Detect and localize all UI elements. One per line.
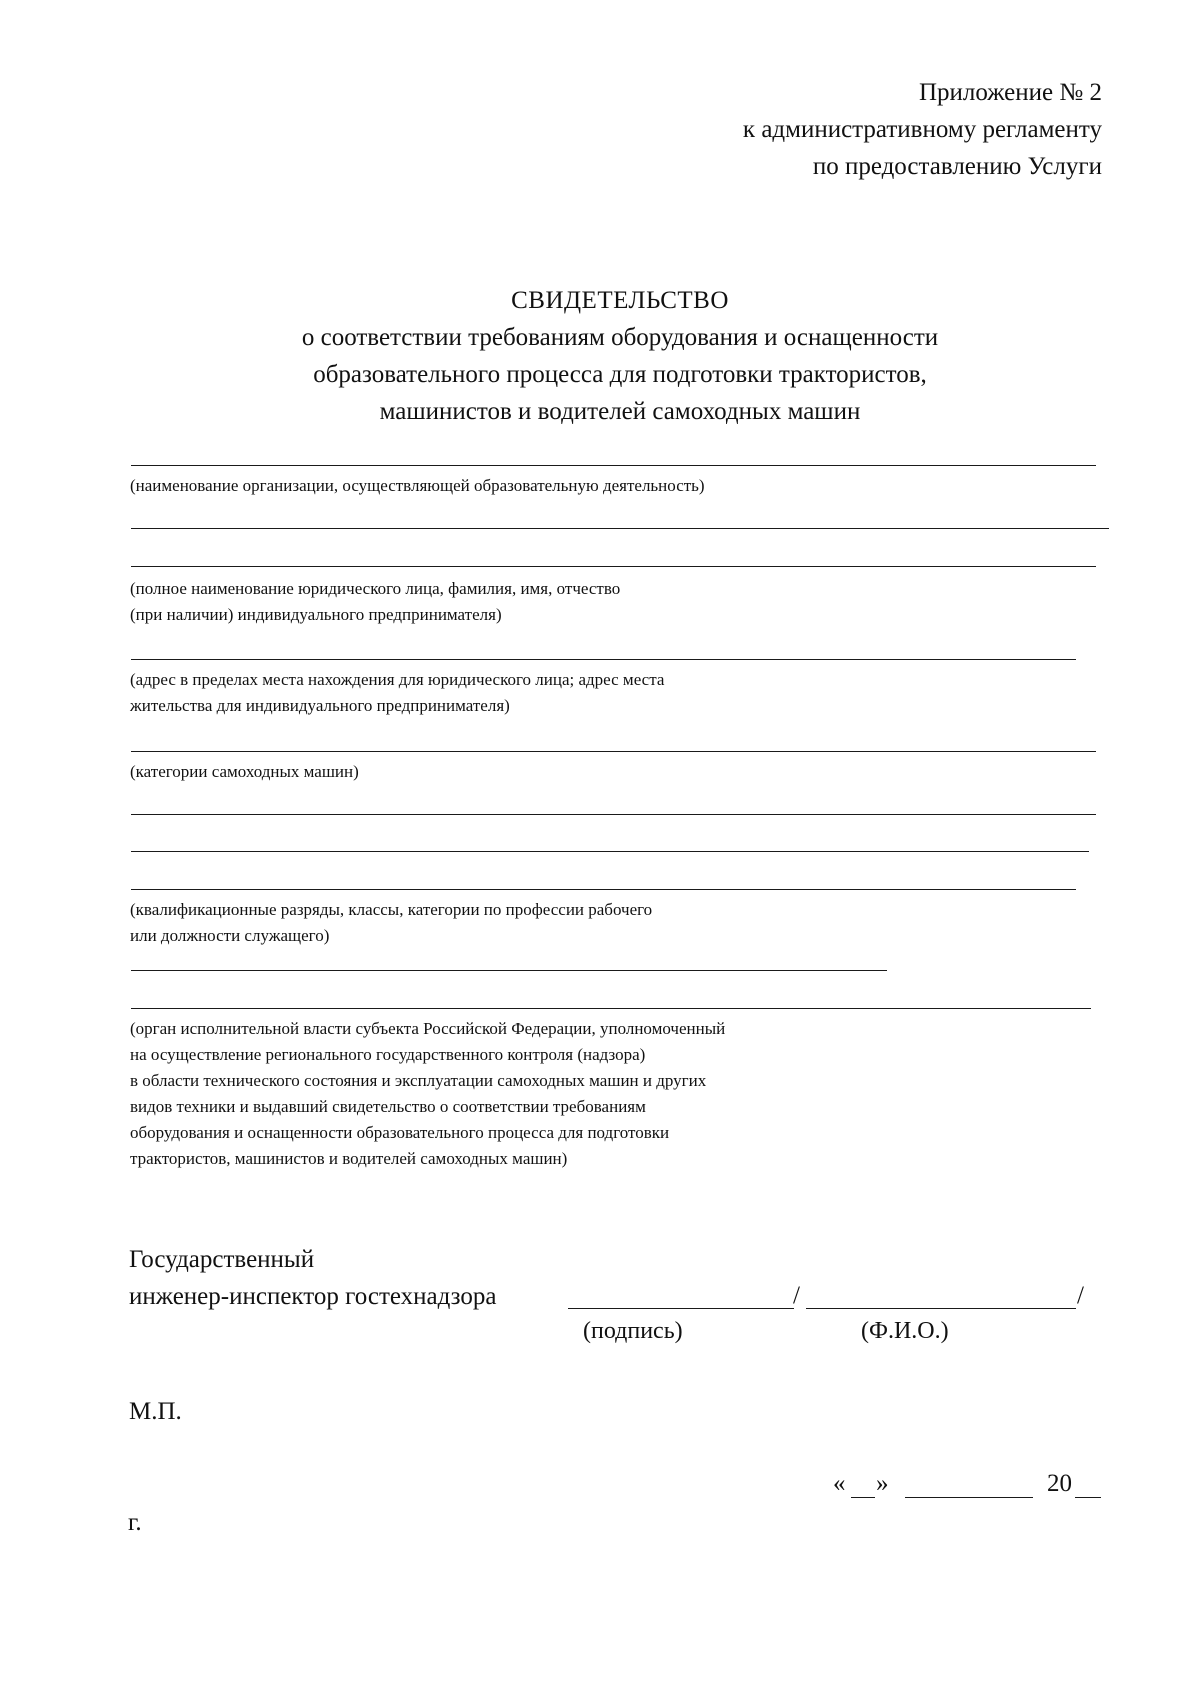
- stamp-label: М.П.: [129, 1398, 182, 1425]
- authority-caption-line-6: трактористов, машинистов и водителей самоходных машин): [130, 1149, 568, 1168]
- date-year-field[interactable]: [1075, 1497, 1101, 1498]
- date-close-quote: »: [876, 1470, 889, 1497]
- legal-entity-caption-line-1: (полное наименование юридического лица, фамилия, имя, отчество: [130, 579, 621, 598]
- legal-entity-caption: [130, 576, 620, 628]
- organization-field-line[interactable]: [131, 465, 1096, 466]
- position-line-1: Государственный: [129, 1246, 315, 1273]
- year-prefix: 20: [1047, 1470, 1072, 1497]
- qualification-caption-line-1: (квалификационные разряды, классы, категории по профессии рабочего: [130, 900, 653, 919]
- categories-field-line[interactable]: [131, 751, 1096, 752]
- qualification-field-line-3[interactable]: [131, 889, 1076, 890]
- authority-caption-line-2: на осуществление регионального государственного контроля (надзора): [130, 1045, 646, 1064]
- date-day-field[interactable]: [851, 1497, 875, 1498]
- qualification-field-line-2[interactable]: [131, 851, 1089, 852]
- address-caption-line-1: (адрес в пределах места нахождения для юридического лица; адрес места: [130, 670, 665, 689]
- title-line-2: образовательного процесса для подготовки трактористов,: [313, 361, 927, 388]
- qualification-field-line-4[interactable]: [131, 970, 887, 971]
- address-caption-line-2: жительства для индивидуального предпринимателя): [130, 696, 510, 715]
- title-heading: СВИДЕТЕЛЬСТВО: [511, 287, 729, 314]
- authority-caption-line-4: видов техники и выдавший свидетельство о соответствии требованиям: [130, 1097, 646, 1116]
- authority-caption-line-5: оборудования и оснащенности образовательного процесса для подготовки: [130, 1123, 670, 1142]
- date-open-quote: «: [833, 1470, 846, 1497]
- qualification-field-line-1[interactable]: [131, 814, 1096, 815]
- categories-caption: (категории самоходных машин): [130, 762, 359, 781]
- authority-field-line[interactable]: [131, 1008, 1091, 1009]
- organization-caption: (наименование организации, осуществляющей образовательную деятельность): [130, 476, 705, 495]
- authority-caption-line-1: (орган исполнительной власти субъекта Российской Федерации, уполномоченный: [130, 1019, 726, 1038]
- name-label: (Ф.И.О.): [861, 1318, 949, 1344]
- address-field-line[interactable]: [131, 659, 1076, 660]
- organization-extra-line[interactable]: [131, 528, 1109, 529]
- authority-caption: [130, 1016, 725, 1172]
- position-line-2: инженер-инспектор гостехнадзора: [129, 1283, 497, 1310]
- appendix-header: [743, 74, 1102, 185]
- year-suffix: г.: [128, 1509, 142, 1536]
- name-field-line[interactable]: [806, 1308, 1076, 1309]
- qualification-caption: [130, 897, 652, 949]
- title-line-3: машинистов и водителей самоходных машин: [379, 398, 861, 425]
- document-title: [0, 282, 1200, 430]
- address-caption: [130, 667, 664, 719]
- authority-caption-line-3: в области технического состояния и эксплуатации самоходных машин и других: [130, 1071, 707, 1090]
- legal-entity-field-line[interactable]: [131, 566, 1096, 567]
- date-month-field[interactable]: [905, 1497, 1033, 1498]
- appendix-line-2: к административному регламенту: [742, 116, 1102, 143]
- appendix-line-1: Приложение № 2: [918, 79, 1102, 106]
- signature-slash-2: /: [1077, 1282, 1084, 1309]
- appendix-line-3: по предоставлению Услуги: [812, 153, 1102, 180]
- qualification-caption-line-2: или должности служащего): [130, 926, 330, 945]
- signature-field-line[interactable]: [568, 1308, 794, 1309]
- title-line-1: о соответствии требованиям оборудования и оснащенности: [301, 324, 939, 351]
- signature-slash-1: /: [793, 1282, 800, 1309]
- signature-label: (подпись): [583, 1318, 683, 1344]
- legal-entity-caption-line-2: (при наличии) индивидуального предпринимателя): [130, 605, 502, 624]
